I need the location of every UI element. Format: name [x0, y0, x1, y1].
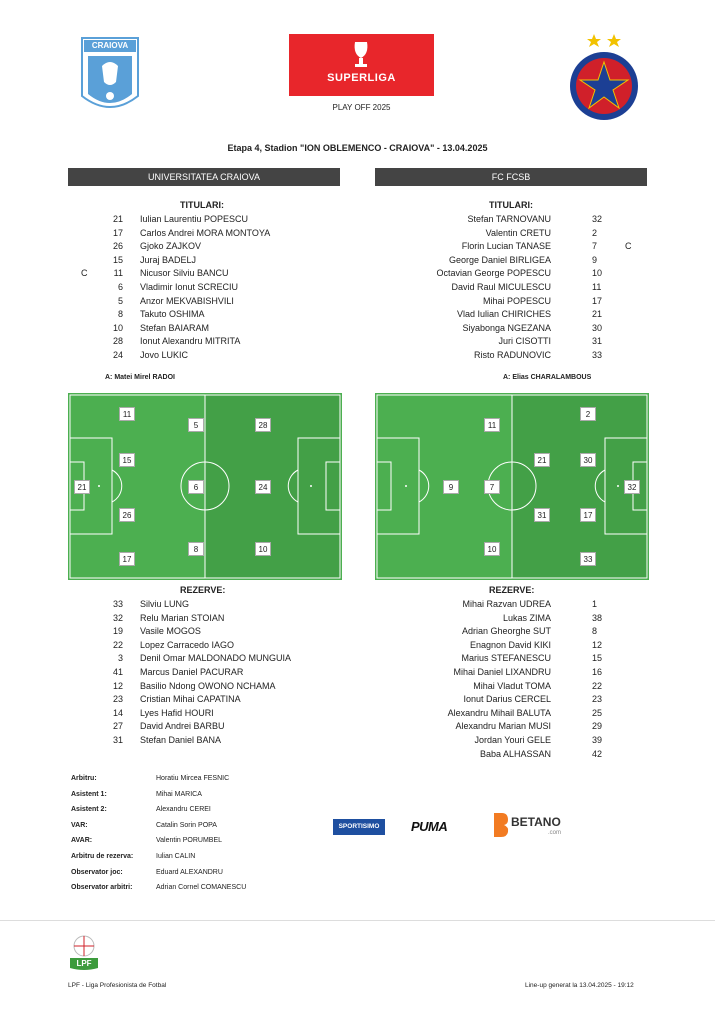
away-starter-row [375, 295, 675, 308]
league-name: SUPERLIGA [327, 72, 396, 84]
player-name: Siyabonga NGEZANA [462, 322, 551, 333]
away-pitch-player: 21 [534, 453, 550, 467]
home-sub-row [0, 680, 340, 693]
player-number: 2 [592, 227, 598, 238]
player-name: Baba ALHASSAN [479, 748, 551, 759]
player-name: Lopez Carracedo IAGO [140, 639, 235, 650]
official-name: Alexandru CEREI [156, 806, 211, 814]
player-number: 39 [592, 735, 603, 745]
player-number: 25 [592, 707, 603, 718]
player-name: Iulian Laurentiu POPESCU [140, 214, 249, 224]
home-starter-row [0, 295, 340, 308]
home-crest [80, 36, 140, 118]
player-number: 15 [112, 254, 123, 265]
official-role: Arbitru: [71, 775, 97, 782]
home-starter-row [0, 213, 340, 226]
player-number: 24 [112, 350, 123, 360]
player-name: Vasile MOGOS [140, 626, 201, 637]
away-sub-row [375, 693, 675, 706]
player-name: Takuto OSHIMA [140, 309, 205, 320]
player-name: Cristian Mihai CAPATINA [140, 694, 241, 705]
player-name: Marcus Daniel PACURAR [140, 667, 244, 677]
player-number: 26 [112, 241, 123, 252]
player-number: 21 [592, 309, 603, 320]
player-number: 8 [117, 309, 123, 320]
player-number: 11 [113, 268, 123, 279]
player-number: 15 [592, 653, 603, 664]
player-number: 3 [117, 653, 123, 664]
away-sub-row [375, 612, 675, 625]
home-starter-row [0, 335, 340, 348]
home-pitch-player: 17 [119, 552, 135, 566]
away-sub-row [375, 666, 675, 679]
player-number: 17 [592, 295, 603, 306]
home-subs-title: REZERVE: [180, 585, 226, 595]
player-number: 42 [592, 748, 603, 759]
home-sub-row [0, 625, 340, 638]
player-number: 17 [112, 227, 123, 238]
official-role: AVAR: [71, 837, 93, 845]
player-number: 1 [592, 599, 598, 609]
home-starter-row [0, 322, 340, 335]
player-name: Ionut Darius CERCEL [463, 694, 551, 705]
home-sub-row [0, 639, 340, 652]
away-starters-title: TITULARI: [489, 200, 533, 210]
player-name: Vlad Iulian CHIRICHES [456, 309, 551, 320]
away-subs-title: REZERVE: [489, 585, 535, 595]
sponsor-puma: PUMA [411, 819, 448, 834]
away-sub-row [375, 625, 675, 638]
player-number: 32 [592, 214, 603, 224]
player-name: Basilio Ndong OWONO NCHAMA [140, 680, 276, 691]
home-pitch-player: 28 [255, 418, 271, 432]
player-name: Jordan Youri GELE [474, 735, 551, 745]
official-role: VAR: [71, 821, 88, 829]
captain-marker: C [81, 268, 88, 279]
player-number: 5 [117, 295, 123, 306]
away-sub-row [375, 720, 675, 733]
player-name: Silviu LUNG [140, 599, 190, 609]
player-number: 31 [112, 735, 123, 745]
player-name: Alexandru Marian MUSI [455, 721, 551, 732]
player-number: 12 [592, 639, 603, 650]
player-number: 9 [592, 254, 598, 265]
away-pitch-player: 32 [624, 480, 640, 494]
player-name: Valentin CRETU [485, 227, 551, 238]
lpf-logo [68, 934, 100, 972]
sponsor-betano: BETANO [511, 815, 561, 829]
player-name: Ionut Alexandru MITRITA [140, 336, 241, 347]
player-number: 32 [112, 612, 123, 623]
player-name: Juri CISOTTI [498, 336, 551, 347]
player-number: 12 [112, 680, 123, 691]
away-pitch-player: 30 [580, 453, 596, 467]
stage-label: PLAY OFF 2025 [332, 103, 391, 112]
home-sub-row [0, 734, 340, 747]
player-number: 22 [112, 639, 123, 650]
player-number: 8 [592, 626, 598, 637]
player-number: 27 [112, 721, 123, 732]
home-starter-row [0, 254, 340, 267]
player-name: Gjoko ZAJKOV [140, 241, 202, 252]
home-starter-row [0, 240, 340, 253]
away-starter-row [375, 349, 675, 362]
lpf-logo-text: LPF [76, 959, 92, 968]
player-name: David Raul MICULESCU [451, 282, 551, 292]
player-number: 29 [592, 721, 603, 732]
player-name: Stefan Daniel BANA [140, 735, 222, 745]
away-team-name: FC FCSB [375, 168, 647, 186]
away-pitch-player: 2 [580, 407, 596, 421]
away-sub-row [375, 639, 675, 652]
player-number: 31 [592, 336, 603, 347]
away-starter-row [375, 281, 675, 294]
player-name: Lukas ZIMA [502, 612, 551, 623]
official-role: Asistent 1: [71, 790, 107, 798]
player-name: Anzor MEKVABISHVILI [140, 295, 234, 306]
official-role: Arbitru de rezerva: [71, 853, 134, 860]
player-name: George Daniel BIRLIGEA [448, 254, 551, 265]
home-sub-row [0, 652, 340, 665]
player-name: Juraj BADELJ [140, 254, 197, 265]
home-starter-row [0, 349, 340, 362]
home-pitch-player: 10 [255, 542, 271, 556]
match-info: Etapa 4, Stadion "ION OBLEMENCO - CRAIOVA" - 13.04.2025 [227, 143, 488, 153]
player-number: 14 [112, 707, 123, 718]
away-starter-row [375, 254, 675, 267]
player-number: 23 [592, 694, 603, 705]
official-name: Adrian Cornel COMANESCU [156, 884, 247, 892]
away-pitch-player: 9 [443, 480, 459, 494]
away-pitch-player: 31 [534, 508, 550, 522]
away-sub-row [375, 652, 675, 665]
official-name: Mihai MARICA [156, 790, 202, 798]
player-name: Jovo LUKIC [140, 350, 189, 360]
away-pitch-player: 10 [484, 542, 500, 556]
home-pitch [68, 393, 342, 580]
player-name: Denil Omar MALDONADO MUNGUIA [140, 653, 292, 664]
home-coach: A: Matei Mirel RADOI [105, 374, 176, 381]
away-pitch-player: 11 [484, 418, 500, 432]
player-name: Relu Marian STOIAN [140, 612, 225, 623]
captain-marker: C [625, 241, 632, 252]
away-pitch-player: 17 [580, 508, 596, 522]
home-sub-row [0, 720, 340, 733]
player-number: 16 [592, 667, 603, 677]
official-role: Observator joc: [71, 868, 123, 876]
betano-icon [490, 812, 510, 838]
away-starter-row [375, 308, 675, 321]
home-sub-row [0, 693, 340, 706]
footer-divider [0, 920, 715, 921]
player-name: Stefan BAIARAM [140, 322, 210, 333]
trophy-icon [349, 40, 373, 70]
home-pitch-player: 15 [119, 453, 135, 467]
player-number: 30 [592, 322, 603, 333]
footer-right: Line-up generat la 13.04.2025 - 19:12 [525, 982, 634, 989]
official-role: Asistent 2: [71, 806, 107, 814]
home-pitch-player: 5 [188, 418, 204, 432]
player-number: 6 [117, 282, 123, 292]
home-pitch-player: 6 [188, 480, 204, 494]
home-sub-row [0, 612, 340, 625]
league-logo [289, 34, 434, 96]
official-name: Iulian CALIN [156, 853, 196, 860]
home-crest-text: CRAIOVA [91, 41, 129, 50]
player-number: 28 [112, 336, 123, 347]
player-number: 41 [112, 667, 123, 677]
home-starters-title: TITULARI: [180, 200, 224, 210]
away-sub-row [375, 680, 675, 693]
home-pitch-player: 24 [255, 480, 271, 494]
player-name: Marius STEFANESCU [461, 653, 551, 664]
home-starter-row [0, 308, 340, 321]
player-name: Octavian George POPESCU [436, 268, 551, 279]
player-name: Risto RADUNOVIC [473, 350, 551, 360]
player-name: Lyes Hafid HOURI [140, 707, 214, 718]
player-name: Vladimir Ionut SCRECIU [140, 282, 239, 292]
player-name: Carlos Andrei MORA MONTOYA [140, 227, 271, 238]
away-starter-row [375, 267, 675, 280]
player-name: Alexandru Mihail BALUTA [447, 707, 551, 718]
home-sub-row [0, 707, 340, 720]
away-pitch-player: 33 [580, 552, 596, 566]
player-name: Enagnon David KIKI [469, 639, 551, 650]
official-name: Catalin Sorin POPA [156, 821, 217, 829]
home-starter-row [0, 267, 340, 280]
player-number: 33 [592, 350, 603, 360]
away-starter-row [375, 227, 675, 240]
player-name: Mihai Vladut TOMA [473, 680, 551, 691]
away-sub-row [375, 707, 675, 720]
player-number: 10 [592, 268, 603, 279]
away-pitch [375, 393, 649, 580]
away-starter-row [375, 335, 675, 348]
player-name: Nicusor Silviu BANCU [140, 268, 229, 279]
player-number: 21 [112, 214, 123, 224]
official-role: Observator arbitri: [71, 884, 133, 892]
home-team-name: UNIVERSITATEA CRAIOVA [68, 168, 340, 186]
player-name: Stefan TARNOVANU [467, 214, 551, 224]
home-sub-row [0, 666, 340, 679]
official-name: Valentin PORUMBEL [156, 837, 223, 845]
home-pitch-player: 11 [119, 407, 135, 421]
away-starter-row [375, 240, 675, 253]
player-name: Adrian Gheorghe SUT [461, 626, 551, 637]
home-sub-row [0, 598, 340, 611]
player-number: 7 [592, 241, 598, 252]
player-number: 33 [112, 599, 123, 609]
player-number: 19 [112, 626, 123, 637]
home-pitch-player: 21 [74, 480, 90, 494]
away-sub-row [375, 598, 675, 611]
player-number: 23 [112, 694, 123, 705]
player-number: 11 [592, 282, 602, 292]
player-name: Mihai Razvan UDREA [462, 599, 551, 609]
official-name: Horatiu Mircea FESNIC [156, 775, 230, 782]
home-pitch-player: 26 [119, 508, 135, 522]
away-pitch-player: 7 [484, 480, 500, 494]
player-number: 10 [112, 322, 123, 333]
player-name: Mihai Daniel LIXANDRU [453, 667, 551, 677]
player-number: 22 [592, 680, 603, 691]
home-starter-row [0, 281, 340, 294]
player-name: David Andrei BARBU [140, 721, 225, 732]
home-pitch-player: 8 [188, 542, 204, 556]
official-name: Eduard ALEXANDRU [156, 868, 223, 876]
sponsor-betano-sub: .com [548, 830, 562, 836]
away-starter-row [375, 322, 675, 335]
home-starter-row [0, 227, 340, 240]
away-sub-row [375, 734, 675, 747]
footer-left: LPF - Liga Profesionista de Fotbal [68, 982, 167, 989]
away-crest [568, 34, 640, 122]
player-name: Florin Lucian TANASE [461, 241, 551, 252]
sponsor-sportisimo: SPORTISIMO [333, 819, 385, 835]
away-coach: A: Elias CHARALAMBOUS [503, 374, 592, 381]
player-name: Mihai POPESCU [482, 295, 551, 306]
away-sub-row [375, 748, 675, 761]
away-starter-row [375, 213, 675, 226]
player-number: 38 [592, 612, 603, 623]
